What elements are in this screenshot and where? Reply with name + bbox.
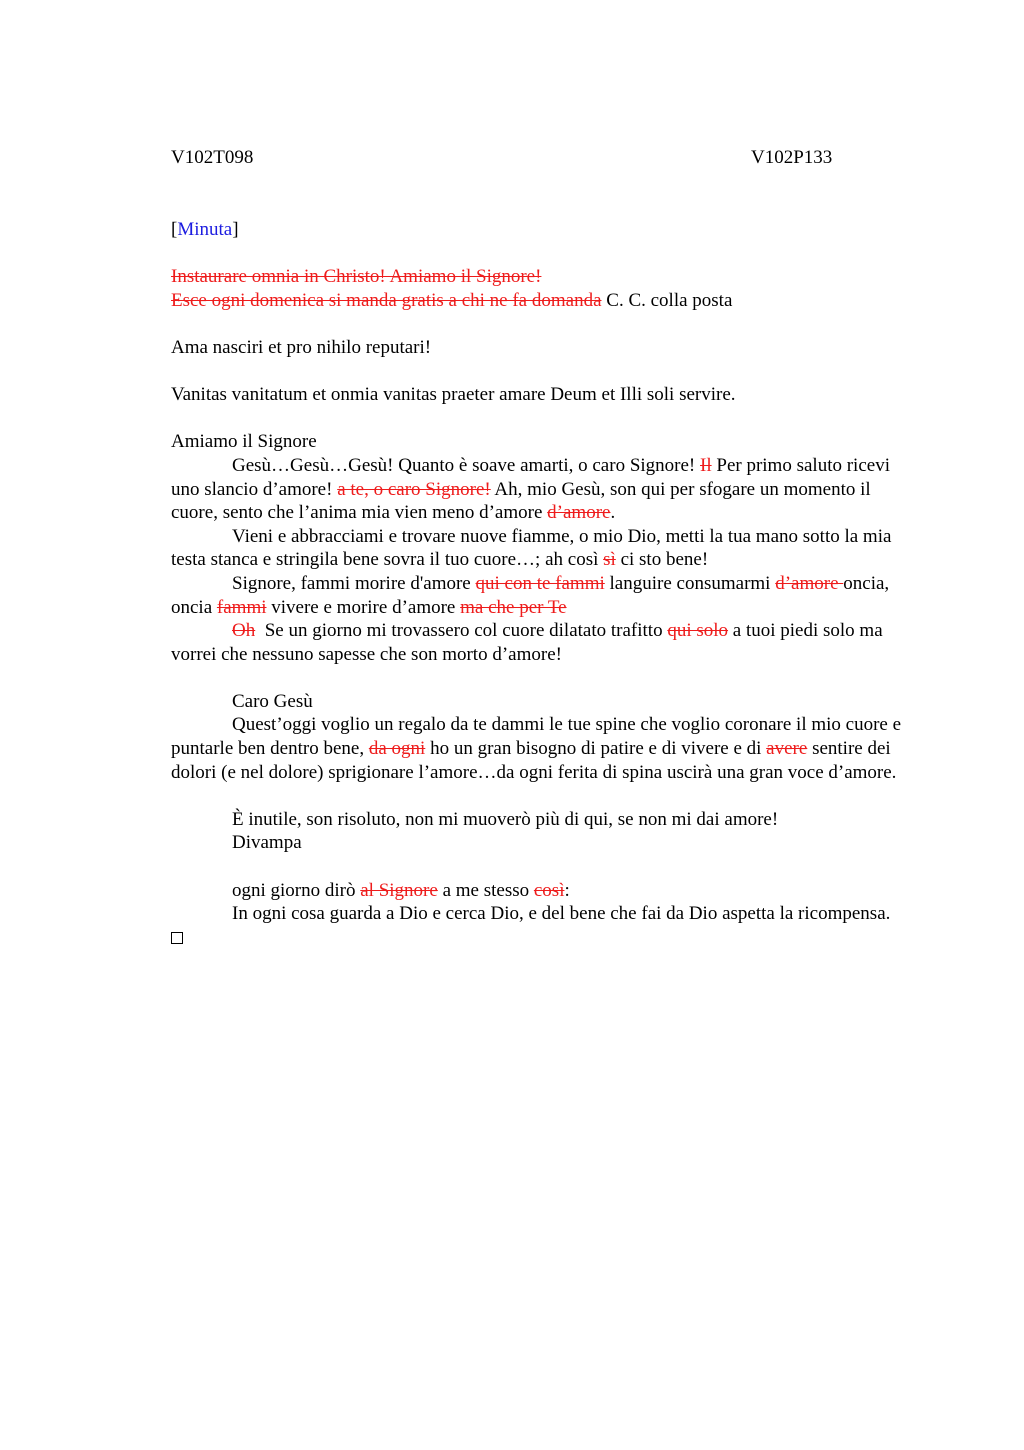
deleted-text: così: [533, 879, 565, 901]
reference-header: [171, 146, 921, 170]
paragraph-ogni-giorno: ogni giorno dirò al Signore a me stesso così:: [232, 879, 570, 901]
right-reference-code: V102P133: [751, 147, 833, 168]
deleted-text: fammi: [216, 596, 267, 618]
end-marker: [171, 926, 921, 951]
deleted-text: Instaurare omnia in Christo! Amiamo il Signore!: [171, 266, 542, 288]
minuta-label: [Minuta]: [171, 219, 239, 240]
minuta-text: Minuta: [177, 219, 233, 240]
deleted-text: d’amore: [547, 502, 611, 524]
paragraph-divampa: Divampa: [232, 832, 302, 854]
deleted-text: a te, o caro Signore!: [337, 478, 491, 500]
paragraph-gesu: Gesù…Gesù…Gesù! Quanto è soave amarti, o caro Signore! Il Per primo saluto ricevi uno slancio d’amore! a te, o caro Signore! Ah, mio Gesù, son qui per sfogare un momento il cuore, sento che l’anima mia vien meno d’amore d’amore.: [171, 454, 890, 524]
deleted-text: al Signore: [360, 879, 438, 901]
deleted-text: d’amore: [775, 572, 844, 594]
deleted-text: Esce ogni domenica si manda gratis a chi ne fa domanda: [171, 289, 602, 311]
paragraph-signore: Signore, fammi morire d'amore qui con te fammi languire consumarmi d’amore oncia, oncia fammi vivere e morire d’amore ma che per Te: [171, 572, 890, 618]
section-title-caro-gesu: Caro Gesù: [232, 690, 313, 712]
masthead-line-1: [171, 265, 921, 289]
deleted-text: Il: [700, 454, 712, 476]
deleted-text: Oh: [232, 620, 256, 642]
motto-1: Ama nasciri et pro nihilo reputari!: [171, 336, 432, 358]
paragraph-in-ogni-cosa: In ogni cosa guarda a Dio e cerca Dio, e del bene che fai da Dio aspetta la ricompensa.: [232, 903, 891, 925]
deleted-text: da ogni: [368, 738, 426, 760]
paragraph-quest-oggi: Quest’oggi voglio un regalo da te dammi le tue spine che voglio coronare il mio cuore e puntarle ben dentro bene, da ogni ho un gran bisogno di patire e di vivere e di avere sentire dei dolori (e nel dolore) sprigionare l’amore…da ogni ferita di spina uscirà una gran voce d’amore.: [171, 714, 902, 783]
document-page: [171, 146, 921, 950]
deleted-text: qui con te fammi: [475, 572, 605, 594]
section-title-amiamo: Amiamo il Signore: [171, 431, 317, 453]
deleted-text: ma che per Te: [460, 596, 567, 618]
paragraph-vieni: Vieni e abbracciami e trovare nuove fiamme, o mio Dio, metti la tua mano sotto la mia testa stanca e stringila bene sovra il tuo cuore…; ah così sì ci sto bene!: [171, 525, 892, 571]
motto-2: Vanitas vanitatum et onmia vanitas praeter amare Deum et Illi soli servire.: [171, 384, 736, 406]
end-box-icon: [171, 932, 183, 944]
deleted-text: sì: [603, 549, 616, 571]
deleted-text: avere: [766, 738, 808, 760]
deleted-text: qui solo: [667, 620, 729, 642]
paragraph-se-un-giorno: Oh Se un giorno mi trovassero col cuore dilatato trafitto qui solo a tuoi piedi solo ma vorrei che nessuno sapesse che son morto d’amore!: [171, 620, 883, 665]
masthead-line-2: Esce ogni domenica si manda gratis a chi ne fa domanda C. C. colla posta: [171, 289, 733, 311]
left-reference-code: V102T098: [171, 147, 254, 168]
paragraph-inutile: È inutile, son risoluto, non mi muoverò più di qui, se non mi dai amore!: [232, 808, 779, 830]
